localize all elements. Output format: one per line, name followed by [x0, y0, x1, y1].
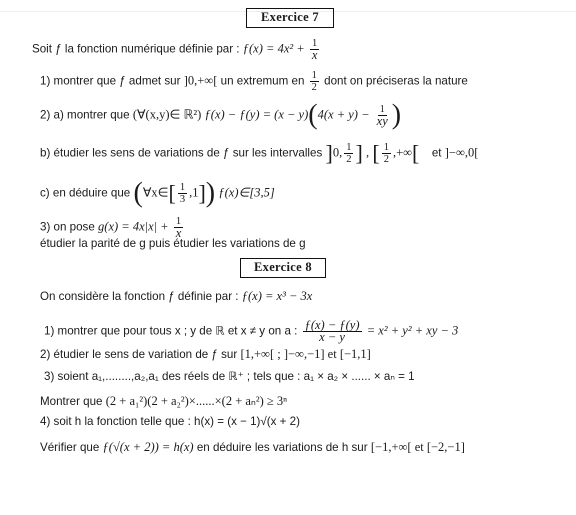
ex7-intro [32, 38, 321, 61]
ex8-question-4: 4) soit h la fonction telle que : h(x) = (x − 1)√(x + 2) [40, 415, 300, 428]
ex7-q1-middle: un extremum en [220, 74, 305, 88]
ex7-intro-fraction: $\frac{1}{x}$ [311, 38, 318, 62]
ex8-q4-verify-intervals: [−1,+∞[ et [−2,−1] [370, 440, 465, 454]
ex7-question-2b: b) étudier les sens de variations de ƒ sur les intervalles ]0, $\frac{1}{2}$ ] , [ $\frac{1}{2}$ ,+∞[ et ]−∞,0[ [40, 140, 479, 166]
ex8-q1-fraction-num: ƒ(x) − ƒ(y) [304, 318, 360, 332]
ex7-q2b-prefix: b) étudier les sens de variations de ƒ sur les intervalles [40, 146, 323, 160]
exercise-7-title: Exercice 7 [246, 8, 334, 28]
ex7-intro-formula: ƒ(x) = 4x² + [242, 41, 308, 56]
ex7-question-3-line2: étudier la parité de g puis étudier les variations de g [40, 237, 306, 250]
ex8-q4-verify-prefix: Vérifier que [40, 441, 100, 454]
ex7-intro-text: Soit ƒ la fonction numérique définie par : [32, 42, 240, 56]
ex8-q4-verify-formula: ƒ(√(x + 2)) = h(x) [102, 440, 194, 454]
ex8-question-3: 3) soient a₁,........,a₂,a₁ des réels de ℝ⁺ ; tels que : a₁ × a₂ × ...... × aₙ = 1 [44, 370, 415, 383]
ex8-q1-fraction-den: x − y [319, 330, 345, 344]
ex7-q2c-quantifier: ∀x∈ [142, 185, 169, 200]
ex7-q2c-prefix: c) en déduire que [40, 186, 131, 200]
ex8-q1-rhs: = x² + y² + xy − 3 [366, 323, 459, 338]
ex7-q2c-result: ƒ(x)∈[3,5] [218, 185, 275, 200]
ex8-q4-verify-middle: en déduire les variations de h sur [196, 441, 368, 454]
ex8-intro-formula: ƒ(x) = x³ − 3x [241, 289, 313, 303]
ex7-q2b-interval1-frac: $\frac{1}{2}$ [346, 142, 352, 165]
ex8-q3-show-formula: (2 + a₁²)(2 + a₂²)×......×(2 + aₙ²) ≥ 3ⁿ [105, 394, 288, 408]
ex8-q3-show-prefix: Montrer que [40, 395, 103, 408]
ex7-q2a-formula-left: ƒ(x) − ƒ(y) = (x − y) [204, 107, 309, 122]
ex8-intro-text: On considère la fonction ƒ définie par : [40, 290, 239, 303]
ex7-question-3 [40, 216, 185, 239]
ex7-q2a-prefix: 2) a) montrer que [40, 108, 130, 122]
ex7-q3-fraction: $\frac{1}{x}$ [175, 216, 182, 240]
ex7-q2a-fraction: $\frac{1}{xy}$ [376, 104, 388, 128]
exercise-8-title: Exercice 8 [240, 258, 326, 278]
ex7-q3-formula: g(x) = 4x|x| + [98, 219, 172, 234]
ex7-question-2c: c) en déduire que (∀x∈[ $\frac{1}{3}$ ,1]) ƒ(x)∈[3,5] [40, 177, 275, 209]
ex7-q1-interval: ]0,+∞[ [183, 73, 218, 88]
ex7-q2c-fraction: $\frac{1}{3}$ [179, 182, 186, 205]
ex7-q2b-sep: et [431, 146, 442, 160]
ex8-intro [40, 289, 312, 304]
ex8-question-2 [40, 347, 371, 362]
ex8-q1-fraction [303, 320, 362, 343]
ex8-q1-prefix: 1) montrer que pour tous x ; y de ℝ et x ≠ y on a : [44, 324, 298, 338]
ex8-q2-intervals: [1,+∞[ ; ]−∞,−1] et [−1,1] [240, 347, 371, 361]
ex8-question-4-verify [40, 440, 465, 455]
ex8-q2-prefix: 2) étudier le sens de variation de ƒ sur [40, 348, 238, 361]
ex7-q2b-interval3: ]−∞,0[ [444, 145, 479, 160]
ex7-q2a-formula-inner: 4(x + y) − [317, 107, 373, 122]
ex7-q2b-interval2-frac: $\frac{1}{2}$ [383, 142, 389, 165]
ex7-q2a-quantifier: (∀(x,y)∈ ℝ²) [132, 107, 202, 122]
ex7-q1-suffix: dont on préciseras la nature [324, 74, 468, 88]
ex8-question-1 [44, 320, 458, 343]
ex7-question-2a: 2) a) montrer que (∀(x,y)∈ ℝ²) ƒ(x) − ƒ(y) = (x − y)(4(x + y) − $\frac{1}{xy}$ ) [40, 99, 402, 131]
ex7-q1-fraction: $\frac{1}{2}$ [311, 70, 317, 93]
ex8-question-3-show [40, 394, 287, 409]
ex7-q3-prefix: 3) on pose [40, 220, 95, 234]
ex7-q1-prefix: 1) montrer que ƒ admet sur [40, 74, 181, 88]
ex7-question-1 [40, 70, 468, 93]
